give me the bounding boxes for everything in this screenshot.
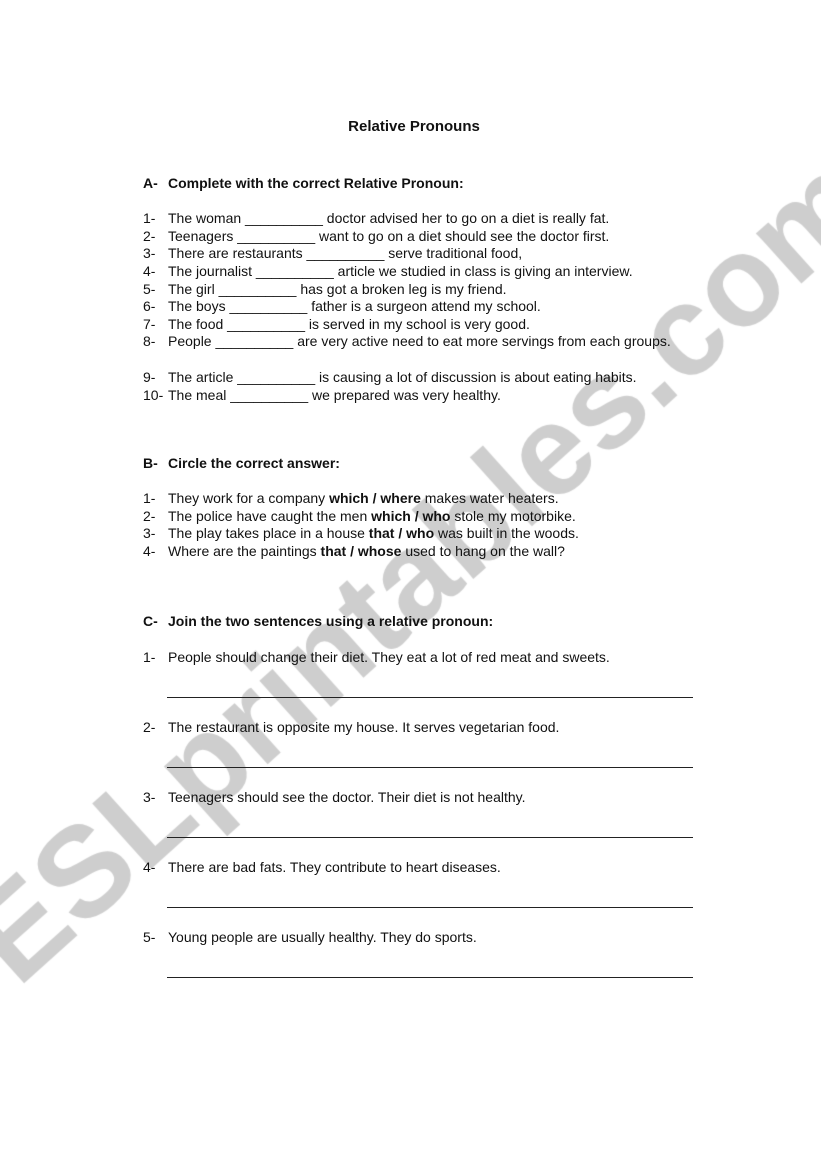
list-item — [143, 245, 522, 263]
item-number: 9- — [143, 369, 156, 385]
item-text-before: The play takes place in a house — [168, 525, 369, 541]
list-item — [143, 228, 609, 246]
section-c-heading: C- Join the two sentences using a relative pronoun: — [143, 613, 494, 629]
list-item — [143, 929, 477, 947]
list-item — [143, 333, 707, 351]
item-number: 1- — [143, 490, 156, 506]
item-text: The restaurant is opposite my house. It serves vegetarian food. — [168, 719, 560, 735]
answer-options[interactable]: that / who — [368, 525, 435, 541]
item-number: 5- — [143, 929, 156, 945]
item-text: The girl __________ has got a broken leg is my friend. — [168, 281, 507, 297]
item-text: The food __________ is served in my school is very good. — [168, 316, 530, 332]
list-item — [143, 369, 637, 387]
item-text: The article __________ is causing a lot of discussion is about eating habits. — [168, 369, 637, 385]
section-b-heading: B- Circle the correct answer: — [143, 455, 340, 471]
list-item — [143, 508, 576, 526]
list-item — [143, 281, 507, 299]
answer-options[interactable]: which / who — [371, 508, 451, 524]
list-item — [143, 543, 565, 561]
item-text: There are restaurants __________ serve traditional food, — [168, 245, 523, 261]
item-text-after: was built in the woods. — [434, 525, 579, 541]
list-item — [143, 789, 526, 807]
list-item — [143, 316, 530, 334]
answer-line[interactable] — [167, 767, 693, 768]
item-text: The woman __________ doctor advised her to go on a diet is really fat. — [168, 210, 610, 226]
item-number: 1- — [143, 210, 156, 226]
item-text: The meal __________ we prepared was very healthy. — [168, 387, 501, 403]
item-number: 1- — [143, 649, 156, 665]
item-text: Teenagers should see the doctor. Their diet is not healthy. — [168, 789, 526, 805]
item-text-before: The police have caught the men — [168, 508, 372, 524]
item-text-after: used to hang on the wall? — [401, 543, 565, 559]
item-text: People __________ are very active need to eat more servings from each groups. — [168, 333, 671, 349]
list-item — [143, 387, 501, 405]
item-text-before: Where are the paintings — [168, 543, 321, 559]
answer-options[interactable]: that / whose — [320, 543, 402, 559]
list-item — [143, 263, 633, 281]
item-number: 5- — [143, 281, 156, 297]
item-number: 8- — [143, 333, 156, 349]
item-number: 10- — [143, 387, 164, 403]
item-text: The boys __________ father is a surgeon attend my school. — [168, 298, 541, 314]
item-text: Teenagers __________ want to go on a diet should see the doctor first. — [168, 228, 610, 244]
item-text: The journalist __________ article we studied in class is giving an interview. — [168, 263, 633, 279]
item-number: 2- — [143, 508, 156, 524]
answer-line[interactable] — [167, 697, 693, 698]
item-text-before: They work for a company — [168, 490, 330, 506]
item-number: 6- — [143, 298, 156, 314]
item-number: 4- — [143, 543, 156, 559]
list-item — [143, 490, 559, 508]
item-text: People should change their diet. They eat a lot of red meat and sweets. — [168, 649, 610, 665]
item-text: There are bad fats. They contribute to heart diseases. — [168, 859, 501, 875]
item-number: 3- — [143, 789, 156, 805]
item-number: 2- — [143, 228, 156, 244]
list-item — [143, 649, 610, 667]
page-title: Relative Pronouns — [348, 118, 480, 135]
answer-line[interactable] — [167, 837, 693, 838]
list-item — [143, 525, 579, 543]
answer-options[interactable]: which / where — [329, 490, 421, 506]
item-text-after: stole my motorbike. — [450, 508, 576, 524]
list-item — [143, 719, 559, 737]
item-text: Young people are usually healthy. They do sports. — [168, 929, 477, 945]
item-number: 4- — [143, 263, 156, 279]
list-item — [143, 298, 541, 316]
list-item — [143, 859, 501, 877]
item-number: 7- — [143, 316, 156, 332]
item-number: 2- — [143, 719, 156, 735]
list-item — [143, 210, 609, 228]
answer-line[interactable] — [167, 907, 693, 908]
item-number: 4- — [143, 859, 156, 875]
item-text-after: makes water heaters. — [420, 490, 559, 506]
answer-line[interactable] — [167, 977, 693, 978]
section-a-heading: A- Complete with the correct Relative Pronoun: — [143, 175, 464, 191]
item-number: 3- — [143, 245, 156, 261]
item-number: 3- — [143, 525, 156, 541]
